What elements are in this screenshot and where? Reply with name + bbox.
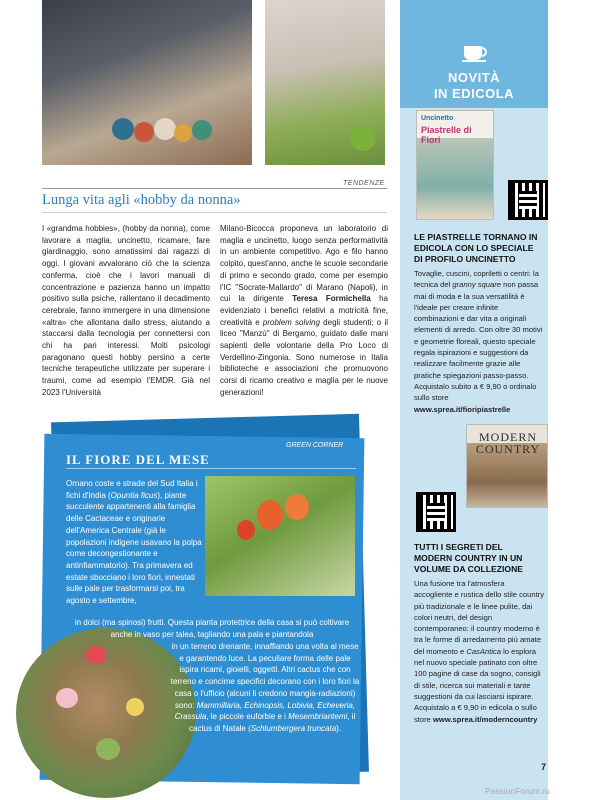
sidebar-novita (400, 0, 548, 800)
green-corner-kicker: GREEN CORNER (286, 442, 344, 449)
divider (66, 468, 356, 469)
green-corner-text-1: Ornano coste e strade del Sud Italia i fichi d'India (Opuntia ficus), piante succulente appartenenti alla famiglia delle Cactaceae e originarie dell'America Centrale (già le popolazioni indigene usavano la polpa come decongestionante e antinfiammatorio). Tra primavera ed estate sbocciano i loro fiori, innestati sulle pale per trasformarsi poi, tra agosto e settembre, (66, 479, 202, 606)
green-corner-text-3: in un terreno drenante, innaffiando una volta al mese e garantendo luce. La peculiare forma delle pale ispira ricami, gioielli, oggetti. Altri cactus che con terreno e concime specifici decorano con i loro fiori la casa o l'ufficio (alcuni li credono mangia-radiazioni) sono: Mammillaria, Echinopsis, Lobivia, Echeveria, Crassula, le piccole euforbie e i Mesembriantemi, il cactus di Natale (Schlumbergera truncata). (170, 642, 360, 733)
highlighted-name: Teresa Formichella (292, 294, 371, 304)
qr-code[interactable] (416, 492, 456, 532)
page-number: 7 (541, 762, 547, 772)
photo-cactus-collection (16, 628, 196, 798)
sidebar-headline-1: LE PIASTRELLE TORNANO IN EDICOLA CON LO SPECIALE DI PROFILO UNCINETTO (414, 232, 538, 264)
article-kicker: TENDENZE (343, 180, 385, 187)
qr-code[interactable] (508, 180, 548, 220)
photo-prickly-pear-flowers (205, 476, 355, 596)
coffee-cup-icon (460, 42, 490, 62)
green-corner-text-2: in dolci (ma spinosi) frutti. Questa pianta protettrice della casa si può coltivare anche in vaso per talea, tagliando una pala e piantandola (74, 618, 350, 639)
divider (42, 188, 387, 189)
article-column-2: Milano-Bicocca proponeva un laboratorio di maglia e uncinetto, luogo senza performatività in un ambiente competitivo. Ago e filo hanno colpito, quest'anno, anche le scuole secondarie di primo e secondo grado, come per esempio l'IC "Socrate-Mallardo" di Marano (Napoli), in cui la dirigente Teresa Formichella ha evidenziato i benefici relativi a motricità fine, creatività e problem solving degli studenti; o il liceo "Manzù" di Bergamo, guidato dalle mani sapienti delle volontarie della Pro Loco di Verdellino-Zingonia. Sono numerose in Italia biblioteche e associazioni che promuovono corsi di ricamo creativo e maglia per le nuove generazioni! (220, 224, 389, 397)
news-badge (400, 0, 548, 108)
divider (42, 212, 387, 213)
sidebar-headline-2: TUTTI I SEGRETI DEL MODERN COUNTRY IN UN VOLUME DA COLLEZIONE (414, 542, 524, 574)
article-headline: Lunga vita agli «hobby da nonna» (42, 192, 241, 208)
watermark: PassionForum.ru (485, 786, 550, 796)
store-link[interactable]: www.sprea.it/fioripiastrelle (414, 404, 511, 414)
sidebar-body-2: Una fusione tra l'atmosfera accogliente e rustica dello stile country più tradizionale e le linee pulite, dai colori neutri, del design contemporaneo: il country moderno è tra le forme di arredamento più amate del momento e CasAntica lo esplora nel nuovo speciale patinato con oltre 100 pagine di case da sogno, consigli di stile, ricerca sui materiali e tante suggestioni da cui lasciarsi ispirare. Acquistalo a € 9,90 in edicola o sullo store www.sprea.it/moderncountry (414, 579, 545, 724)
photo-girl-knitting (265, 0, 385, 165)
article-column-1: I «grandma hobbies», (hobby da nonna), come lavorare a maglia, uncinetto, ricamare, fare giardinaggio, sono amatissimi dai ragazzi di oggi. I giovani avvalorano ciò che la scienza conferma, cioè che i lavori manuali di concentrazione e pazienza hanno un impatto positivo sulla psiche, rallentano il decadimento cerebrale, fanno immergere in una dimensione «altra» che allontana dallo stress, aiutando a staccarsi dalla tecnologia per connettersi con chi ha pari interessi. Molti psicologi paragonano questi hobby persino a certe tecniche terapeutiche utilizzate per superare i traumi, come ad esempio l'EMDR. Già nel 2023 l'Università (42, 224, 210, 397)
photo-knitting-group (42, 0, 252, 165)
news-badge-title: NOVITÀ IN EDICOLA (433, 70, 515, 101)
magazine-cover-piastrelle: Uncinetto Piastrelle di Fiori (416, 110, 494, 220)
sidebar-body-1: Tovaglie, cuscini, copriletti o centri: la tecnica del granny square non passa mai di moda e la sua versatilità è l'ideale per creare infinite combinazioni e dar vita a originali elementi di arredo. Con oltre 30 motivi e geometrie floreali, questo speciale regala ispirazioni e suggestioni da realizzare facilmente grazie alle pratiche spiegazioni passo-passo. Acquistalo subito a € 9,90 o ordinalo sullo store www.sprea.it/fioripiastrelle (414, 269, 543, 414)
magazine-cover-modern-country: MODERN COUNTRY (466, 424, 548, 508)
store-link[interactable]: www.sprea.it/moderncountry (433, 714, 538, 724)
green-corner-title: IL FIORE DEL MESE (66, 452, 210, 467)
